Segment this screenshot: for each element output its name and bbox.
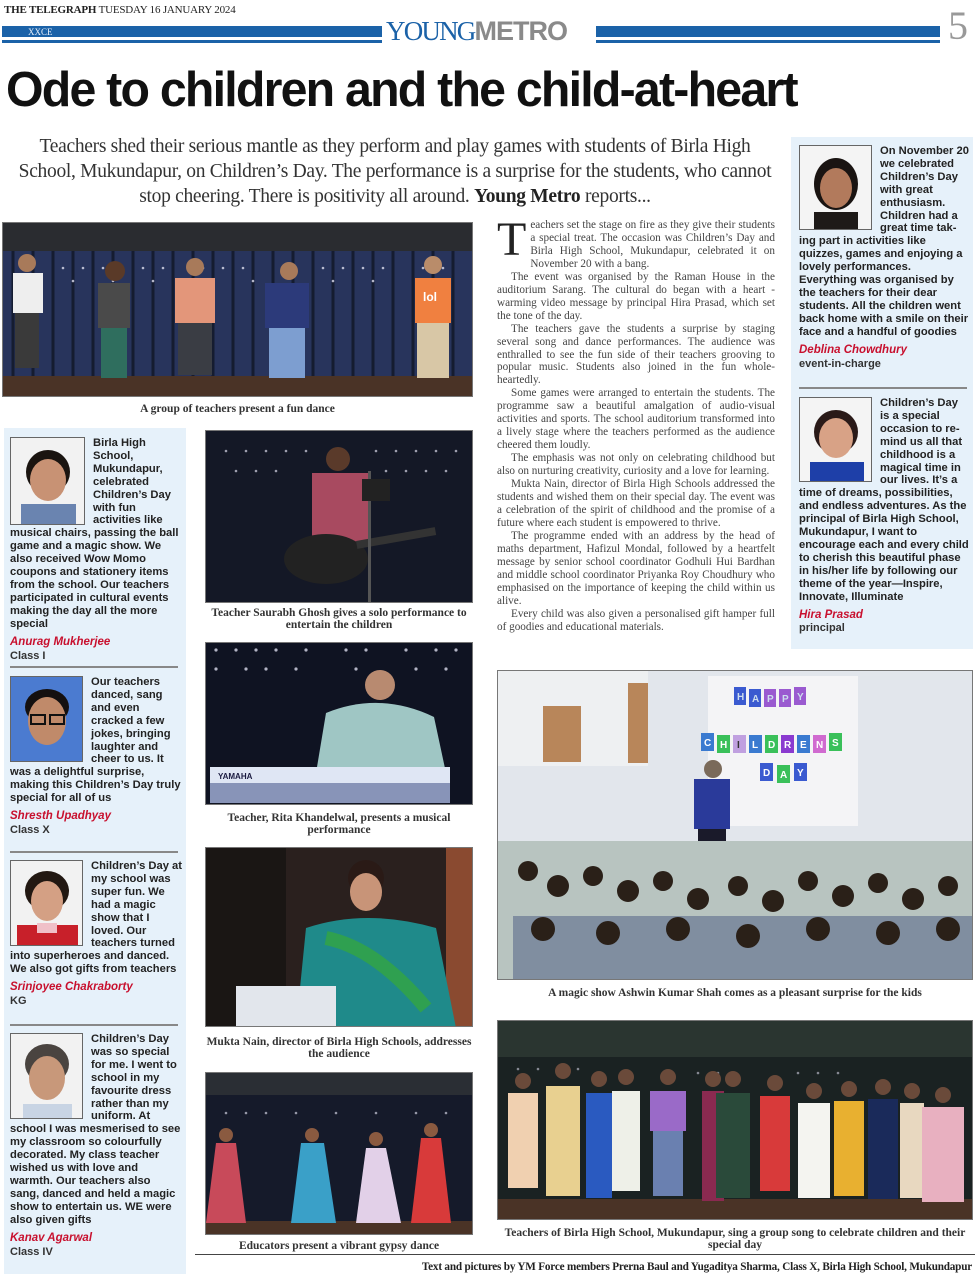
photo-credit: Text and pictures by YM Force members Prerna Baul and Yugaditya Sharma, Class X, Birla High School, Mukundapur [421, 1261, 972, 1273]
svg-text:Y: Y [797, 692, 804, 703]
svg-text:H: H [720, 740, 728, 751]
portrait-anurag [10, 437, 85, 525]
student-quote-text: Children’s Day at my school was super fun. We had a magic show that I loved. Our teachers turned into superheroes and danced. We also got gifts from teachers [10, 860, 182, 976]
student-quote-name: Shresth Upadhyay [10, 810, 111, 823]
svg-text:E: E [800, 740, 807, 751]
staff-quote-text: Children’s Day is a special occasion to remind us all that childhood is a magical time in our lives. It’s a time of dreams, possibilities, and endless adventures. As the principal of Birla High School, Mukundapur, I want to encourage each and every child to cherish this beautiful phase in his/her life by following our theme of the year—Inspire, Innovate, Illuminate [799, 397, 969, 603]
article-paragraph: The programme ended with an address by the head of maths department, Hafizul Mondal, followed by a heartfelt message by senior school coordinator Godhuli Hui Bardhan and middle school coordinator Priyanka Roy Choudhury who emphasised on the importance of keeping the child within us alive. [497, 529, 775, 607]
masthead-band-right [596, 26, 940, 40]
photo-guitar-performance [205, 430, 473, 603]
section-logo-metro: METRO [474, 16, 567, 46]
photo-keyboard-performance [205, 642, 473, 805]
student-quote-srinjoyee [10, 860, 182, 1008]
staff-quote-role: event-in-charge [799, 357, 881, 370]
caption-gypsy-dance: Educators present a vibrant gypsy dance [238, 1240, 440, 1252]
portrait-kanav [10, 1033, 83, 1119]
student-quote-kanav [10, 1033, 182, 1258]
portrait-hira [799, 397, 872, 482]
edition-code: XXCE [28, 27, 53, 37]
drop-cap: T [497, 213, 527, 266]
standfirst-text: Teachers shed their serious mantle as they perform and play games with students of Birla High School, Mukundapur, on Children’s Day. The performance is a surprise for the students, who cannot stop cheering. There is positivity all around. [18, 136, 772, 207]
student-quote-text: Children’s Day was so special for me. I went to school in my favourite dress rather than my uniform. At school I was mesmerised to see my classroom so colourfully decorated. My class teacher wished us with love and warmth. Our teachers also sang, danced and held a magic show to entertain us. WE were also given gifts [10, 1033, 181, 1226]
photo-group-song [497, 1020, 973, 1220]
article-paragraph: The event was organised by the Raman House in the auditorium Sarang. The cultural do began with a heart -warming video message by principal Hira Prasad, which set the tone of the day. [497, 270, 775, 322]
page-number: 5 [948, 3, 968, 48]
svg-text:P: P [767, 694, 774, 705]
svg-text:I: I [737, 740, 740, 751]
student-quote-anurag [10, 437, 182, 662]
student-quote-class: Class IV [10, 1245, 53, 1258]
portrait-shresth [10, 676, 83, 762]
svg-text:S: S [832, 738, 839, 749]
staff-quote-name: Deblina Chowdhury [799, 343, 907, 356]
student-quote-class: Class I [10, 649, 46, 662]
svg-text:Y: Y [797, 768, 804, 779]
sidebar-divider [10, 851, 178, 853]
headline: Ode to children and the child-at-heart [6, 63, 797, 117]
article-paragraph: Mukta Nain, director of Birla High Schools addressed the students and wished them on their special day. The event was a celebration of the spirit of childhood and the promise of a future where each student is empowered to thrive. [497, 478, 775, 529]
student-quote-shresth [10, 676, 182, 837]
guitar-scene-image [206, 431, 473, 603]
article-paragraph: The teachers gave the students a surprise by staging several song and dance performances. The audience was enthralled to see the fun side of their teachers grooving to popular music. Students also joined in the fun whole-heartedly. [497, 322, 775, 387]
staff-quote-role: principal [799, 622, 845, 635]
svg-text:L: L [752, 740, 759, 751]
student-quote-class: KG [10, 995, 27, 1008]
happy-banner [734, 687, 806, 707]
caption-magic-show: A magic show Ashwin Kumar Shah comes as a pleasant surprise for the kids [548, 987, 922, 999]
standfirst-brand: Young Metro [474, 186, 581, 207]
caption-group-song: Teachers of Birla High School, Mukundapur, sing a group song to celebrate children and their special day [504, 1227, 966, 1251]
portrait-srinjoyee [10, 860, 83, 946]
issue-date: TUESDAY 16 JANUARY 2024 [98, 4, 236, 16]
svg-text:R: R [784, 740, 792, 751]
svg-text:P: P [782, 694, 789, 705]
article-paragraph: Every child was also given a personalised gift hamper full of goodies and educational materials. [497, 607, 775, 633]
director-scene-image [206, 848, 473, 1027]
staff-quote-name: Hira Prasad [799, 608, 863, 621]
credit-divider [195, 1254, 975, 1255]
staff-quote-text: On November 20 we celebrated Children’s Day with great enthusiasm. Children had a great time taking part in activities like quizzes, games and enjoying a lovely performances. Everything was organised by the teachers for their dear students. All the children went back home with a smile on their face and a handful of goodies [799, 145, 969, 338]
caption-teachers-dance: A group of teachers present a fun dance [140, 403, 335, 415]
article-paragraph: eachers set the stage on fire as they give their students a special treat. The occasion was Children’s Day and Birla High School, Mukundapur, celebrated it on November 20 with a bang. [530, 219, 775, 270]
student-quote-name: Kanav Agarwal [10, 1231, 93, 1244]
student-quote-text: Birla High School, Mukundapur, celebrated Children’s Day with fun activities like musical chairs, passing the ball game and a magic show. We also received Wow Momo coupons and stationery items from the school. Our teachers participated in cultural events making the day all the more special [10, 437, 179, 630]
sidebar-divider [10, 1024, 178, 1026]
staff-quote-hira [799, 397, 969, 635]
student-quote-name: Srinjoyee Chakraborty [10, 981, 133, 994]
svg-text:H: H [737, 692, 745, 703]
photo-teachers-dance [2, 222, 473, 397]
student-quote-class: Class X [10, 823, 50, 836]
sidebar-divider [799, 387, 967, 389]
article-paragraph: Some games were arranged to entertain the students. The programme saw a beautiful amalgation of audio-visual activities and sports. The school auditorium transformed into a lively stage where the teachers performed as the audience cheered them loudly. [497, 387, 775, 452]
day-banner [760, 763, 807, 783]
gypsy-scene-image [206, 1073, 473, 1235]
group-song-scene-image [498, 1021, 973, 1220]
svg-text:A: A [780, 770, 788, 781]
dance-scene-image [3, 223, 473, 397]
svg-text:D: D [763, 768, 771, 779]
childrens-banner [701, 733, 842, 753]
photo-director-address [205, 847, 473, 1027]
article-body [497, 213, 775, 634]
keyboard-scene-image [206, 643, 473, 805]
student-quote-text: Our teachers danced, sang and even cracked a few jokes, bringing laughter and cheer to us. It was a delightful surprise, making this Children’s Day truly special for all of us [10, 676, 181, 805]
standfirst-tail: reports... [580, 186, 651, 207]
newspaper-name: THE TELEGRAPH [4, 4, 97, 16]
photo-magic-show [497, 670, 973, 980]
student-quote-name: Anurag Mukherjee [10, 635, 111, 648]
standfirst [10, 134, 780, 209]
sidebar-divider [10, 666, 178, 668]
article-paragraph: The emphasis was not only on celebrating childhood but also on nurturing creativity, curiosity and a love for learning. [497, 452, 775, 478]
photo-gypsy-dance [205, 1072, 473, 1235]
masthead-dateline [4, 4, 236, 16]
dancer-shirt-text: lol [423, 290, 437, 304]
portrait-deblina [799, 145, 872, 230]
caption-keyboard-performance: Teacher, Rita Khandelwal, presents a musical performance [227, 812, 451, 836]
svg-text:D: D [768, 740, 776, 751]
caption-director-address: Mukta Nain, director of Birla High Schools, addresses the audience [206, 1036, 472, 1060]
svg-text:A: A [752, 694, 760, 705]
section-logo [386, 16, 567, 46]
section-logo-young: YOUNG [386, 16, 475, 46]
svg-text:C: C [704, 738, 712, 749]
caption-guitar-performance: Teacher Saurabh Ghosh gives a solo performance to entertain the children [211, 607, 467, 631]
masthead-band-left [2, 26, 382, 40]
staff-quote-deblina [799, 145, 969, 370]
svg-text:N: N [816, 740, 824, 751]
keyboard-brand-text: YAMAHA [218, 772, 253, 781]
magic-show-scene-image [498, 671, 973, 980]
